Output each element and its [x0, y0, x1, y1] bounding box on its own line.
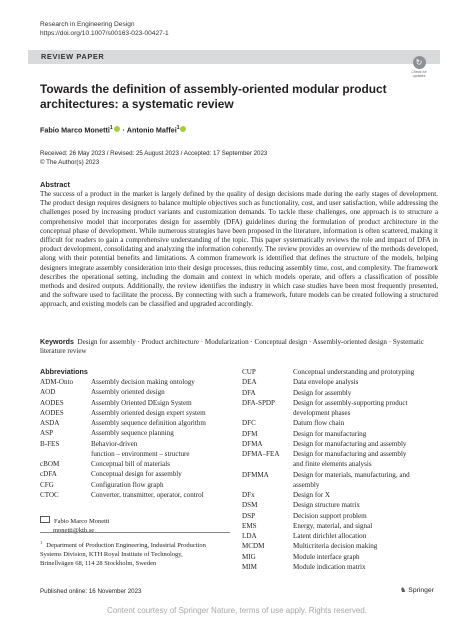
abbreviation-row — [242, 531, 442, 541]
abbreviation-definition: Design for X — [293, 491, 331, 499]
abbreviation-row — [40, 428, 235, 438]
abbreviation-row — [40, 459, 235, 469]
abbreviations-heading: Abbreviations — [40, 367, 88, 376]
abbreviation-definition: Assembly oriented design — [91, 388, 165, 397]
paper-title: Towards the definition of assembly-oriented modular product architectures: a systematic review — [40, 82, 387, 111]
abbreviation-term — [242, 480, 293, 490]
abbreviation-definition: assembly — [293, 480, 320, 489]
publisher-logo — [400, 586, 434, 594]
abbreviation-definition: Module interface graph — [293, 552, 360, 561]
abbreviation-row — [242, 490, 442, 500]
abbreviation-definition: Design for materials, manufacturing, and — [293, 470, 410, 479]
abbreviation-row — [242, 439, 442, 449]
abbreviation-term: DFC — [242, 419, 256, 428]
abbreviation-term: ADM-Onto — [40, 378, 74, 386]
abbreviation-row — [242, 449, 442, 459]
publisher-name: Springer — [408, 587, 434, 594]
abbreviation-term: DEA — [242, 378, 257, 387]
abbreviation-term: CTOC — [40, 490, 59, 499]
abbreviation-definition: Assembly decision making ontology — [91, 378, 195, 386]
envelope-icon — [40, 516, 50, 523]
abbreviation-definition: development phases — [293, 409, 351, 417]
published-date: Published online: 16 November 2023 — [40, 588, 142, 595]
history-dates: Received: 26 May 2023 / Revised: 25 August 2023 / Accepted: 17 September 2023 — [40, 150, 268, 157]
abbreviation-term: EMS — [242, 521, 257, 530]
abbreviation-term: MIM — [242, 562, 257, 571]
abbreviation-term: DFM — [242, 429, 258, 438]
affiliation-mark: 1 — [176, 125, 180, 131]
abbreviation-definition: Design for manufacturing and assembly — [293, 439, 407, 448]
abbreviation-definition: Conceptual design for assembly — [91, 470, 182, 479]
abbreviation-row — [242, 511, 442, 521]
abbreviation-definition: Assembly sequence definition algorithm — [91, 419, 206, 427]
abbreviation-definition: Decision support problem — [293, 511, 367, 520]
author-list — [40, 125, 187, 134]
abbreviation-row — [242, 470, 442, 480]
abbreviation-definition: Conceptual bill of materials — [91, 460, 170, 468]
abbreviation-definition: and finite elements analysis — [293, 460, 372, 469]
abbreviation-definition: Assembly Oriented DEsign System — [91, 398, 192, 407]
copyright: © The Author(s) 2023 — [40, 158, 100, 166]
abbreviation-definition: Design for manufacturing and assembly — [293, 450, 407, 458]
check-for-updates-button[interactable] — [408, 56, 430, 80]
abbreviation-definition: function – environment – structure — [91, 449, 190, 458]
abbreviation-term: B-FES — [40, 439, 60, 448]
abbreviation-row — [40, 469, 235, 479]
abbreviation-definition: Multicriteria decision making — [293, 542, 378, 551]
abbreviation-term: cDFA — [40, 470, 57, 479]
abbreviation-term: DFA — [242, 388, 256, 397]
abbreviation-definition: Data envelope analysis — [293, 378, 359, 387]
abbreviation-term: AOD — [40, 388, 56, 397]
abbreviation-term: AODES — [40, 408, 64, 417]
abbreviation-definition: Latent dirichlet allocation — [293, 532, 367, 540]
abbreviation-row — [242, 367, 442, 377]
publication-dates — [40, 150, 267, 167]
abbreviation-row — [242, 480, 442, 490]
abbreviation-term: DFA-SPDP — [242, 398, 275, 407]
abbreviation-definition: Conceptual understanding and prototyping — [293, 368, 415, 376]
abbreviation-term: AODES — [40, 398, 64, 407]
journal-name: Research in Engineering Design — [40, 21, 135, 28]
abbreviation-row — [242, 408, 442, 418]
affiliation — [40, 538, 210, 568]
abbreviation-row — [40, 387, 235, 397]
abbreviation-definition: Design for assembly — [293, 388, 352, 397]
abbreviation-row — [40, 449, 235, 459]
footer-note: Content courtesy of Springer Nature, terms of use apply. Rights reserved. — [107, 606, 367, 615]
abbreviation-term: CFG — [40, 480, 54, 489]
affiliation-text: Department of Production Engineering, Industrial Production Systems Division, KTH Royal Institute of Technology, Brinellvägen 68, 114 28 Stockholm, Sweden — [40, 542, 206, 568]
abbreviation-definition: Assembly sequence planning — [91, 429, 174, 438]
abbreviation-term: DSM — [242, 501, 258, 510]
abbreviation-list-right — [242, 367, 442, 572]
author-separator: · — [120, 125, 127, 135]
abbreviation-row — [242, 418, 442, 428]
abbreviation-row — [40, 398, 235, 408]
abbreviation-definition: Behavior-driven — [91, 439, 138, 448]
abbreviation-row — [242, 377, 442, 387]
abbreviation-definition: Design for manufacturing — [293, 429, 367, 438]
keywords — [40, 338, 438, 357]
abbreviation-row — [40, 490, 235, 500]
abbreviation-term: MCDM — [242, 542, 265, 551]
abbreviation-row — [242, 388, 442, 398]
doi-link[interactable]: https://doi.org/10.1007/s00163-023-00427-1 — [40, 30, 169, 37]
check-updates-label: Check for updates — [411, 70, 427, 78]
abbreviation-term — [242, 459, 293, 469]
abbreviation-definition: Converter, transmitter, operator, control — [91, 490, 204, 499]
abbreviation-definition: Design for assembly-supporting product — [293, 398, 408, 407]
abbreviation-term: ASP — [40, 429, 54, 438]
abbreviation-term: cBOM — [40, 460, 60, 468]
author-name[interactable]: Antonio Maffei — [126, 125, 177, 135]
abbreviation-row — [242, 562, 442, 572]
refresh-icon: ↻ — [413, 56, 426, 69]
abbreviation-row — [242, 521, 442, 531]
author-name[interactable]: Fabio Marco Monetti — [40, 125, 110, 135]
corresponding-author: Fabio Marco Monetti — [54, 518, 110, 525]
abbreviation-term: MIG — [242, 552, 256, 561]
affiliation-number: 1 — [40, 540, 43, 545]
abbreviation-term — [40, 449, 91, 459]
abbreviation-term: DFMA–FEA — [242, 450, 280, 458]
divider — [40, 532, 230, 533]
abbreviation-definition: Datum flow chain — [293, 419, 345, 428]
abbreviation-term: DSP — [242, 511, 256, 520]
corresponding-email[interactable]: monetti@kth.se — [53, 527, 95, 534]
abbreviation-term: DFMA — [242, 439, 263, 448]
abbreviation-row — [40, 480, 235, 490]
abbreviation-row — [40, 439, 235, 449]
abbreviation-definition: Assembly oriented design expert system — [91, 408, 206, 417]
springer-horse-icon: ♞ — [400, 587, 407, 594]
orcid-icon[interactable] — [180, 126, 186, 132]
abbreviation-term: DFx — [242, 491, 255, 499]
abstract-heading: Abstract — [40, 180, 70, 189]
orcid-icon[interactable] — [114, 126, 120, 132]
abbreviation-row — [242, 398, 442, 408]
journal-header — [40, 20, 169, 38]
abbreviation-definition: Energy, material, and signal — [293, 521, 373, 530]
abbreviation-definition: Configuration flow graph — [91, 480, 164, 489]
abbreviation-row — [242, 552, 442, 562]
abbreviation-term — [242, 408, 293, 418]
keywords-label: Keywords — [40, 338, 74, 346]
abbreviation-definition: Design structure matrix — [293, 501, 360, 510]
abbreviation-definition: Module indication matrix — [293, 562, 366, 571]
affiliation-mark: 1 — [109, 125, 113, 131]
abbreviation-list-left — [40, 377, 235, 500]
abbreviation-term: CUP — [242, 368, 256, 376]
abstract-text: The success of a product in the market is largely defined by the quality of design decisions made during the early stages of development. The product design requires designers to balance multiple objectives such as functionality, cost, and user satisfaction, while addressing the challenges posed by increasing product variants and customization demands. To tackle these challenges, one approach is to structure a comprehensive model that incorporates design for assembly (DFA) guidelines during the formulation of product architecture in the conceptual phase of development. While numerous strategies have been proposed in the literature, information is often scattered, making it difficult for readers to gain a comprehensive understanding of the topic. This paper systematically reviews the role and impact of DFA in product development, consolidating and analyzing the information coherently. The review provides an overview of the methods developed, along with their potential benefits and limitations. A common framework is identified that defines the structure of the models, helping designers integrate assembly consideration into their design processes, thus reducing assembly time, cost, and complexity. The framework describes the operational setting, including the domain and context in which models operate, and offers a classification of possible methods and desired outputs. Additionally, the review identifies the industry in which case studies have been most frequently presented, and the software used to facilitate the process. By connecting with such a framework, future models can be created following a structured approach, and existing models can be classified and upgraded accordingly. — [40, 190, 438, 309]
abbreviation-term: ASDA — [40, 419, 60, 427]
abbreviation-row — [242, 429, 442, 439]
abbreviation-term: DFMMA — [242, 470, 269, 479]
abbreviation-row — [242, 500, 442, 510]
keywords-text: Design for assembly · Product architecture · Modularization · Conceptual design · Assembly-oriented design · Systematic literature review — [40, 338, 424, 356]
abbreviation-row — [40, 408, 235, 418]
abbreviation-row — [242, 541, 442, 551]
abbreviation-row — [40, 377, 235, 387]
abbreviation-row — [40, 418, 235, 428]
article-type: REVIEW PAPER — [41, 52, 105, 61]
abbreviation-term: LDA — [242, 532, 257, 540]
abbreviation-row — [242, 459, 442, 469]
